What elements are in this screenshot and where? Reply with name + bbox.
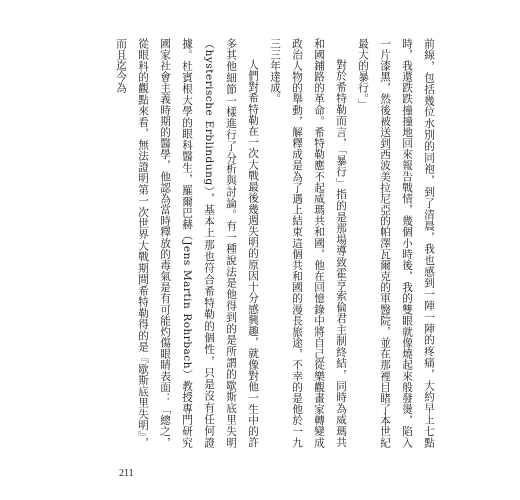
paragraph-3: 人們對希特勒在一次大戰最後幾週失明的原因十分感興趣，就像對他一生中的許多其他細節一樣進行了分析與討論。有一種說法是他得到的是所謂的歇斯底里失明（hysterische Erblindung），基本上那也符合希特勒的個性，只是沒有任何證據。杜賓根大學的眼科醫生，羅爾巴赫（Jens Martin Rohrbach）教授專門研究國家社會主義時期的醫學，他認為當時釋放的毒氣是有可能灼傷眼睛表面：「總之，從眼科的觀點來看，無法證明第一次世界大戰期間希特勒得的是『歇斯底里失明』，而且迄今為 (115, 38, 259, 448)
paragraph-1: 前線，包括幾位水別的同袍，到了清晨，我也感到一陣一陣的疼痛，大約早上七點時，我還跌跌撞撞地回來報告戰情，幾個小時後，我的雙眼就像燒起來般發燙，陷入一片漆黑，然後被送到西波美拉尼亞的帕澤瓦爾克的軍醫院，並在那裡目睹了本世紀最大的暴行。」 (357, 38, 435, 448)
body-text (110, 38, 440, 448)
paragraph-2: 對於希特勒而言，「暴行」指的是那場導致霍亨索倫君主制終結，同時為威瑪共和國鋪路的革命。希特勒應不起威瑪共和國，他在回憶錄中將自己從樂觀畫家轉變成政治人物的舉動，解釋成是為了遇上結束這個共和國的漫長旅途，不幸的是他於一九三三年達成。 (269, 38, 347, 448)
page-number: 211 (119, 468, 134, 479)
